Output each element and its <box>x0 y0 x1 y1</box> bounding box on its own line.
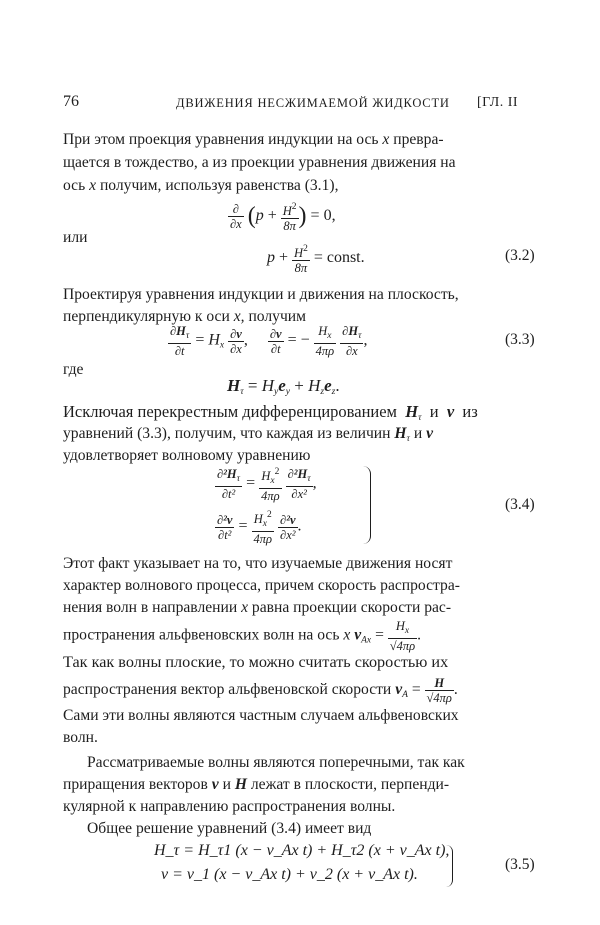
subscript: A <box>402 690 408 701</box>
para5-line2: распространения вектор альфвеновской скорости $v_A$ = $\frac{H}{√4\pi\rho}$ . <box>63 676 458 705</box>
subscript: x <box>219 340 225 351</box>
math-var: H <box>395 619 405 633</box>
equation-3-2 <box>267 242 365 275</box>
math-var: H <box>261 376 275 395</box>
denominator: ∂x <box>230 217 242 231</box>
operator: = <box>247 376 258 395</box>
equation-3-4-row2: $\frac{\text{∂²v}}{\text{∂t²}}$ = $\frac{H_x^2}{4\pi\rho}$ $\frac{\text{∂²v}}{\text{∂x²}}$ . <box>217 510 302 546</box>
operator: + <box>294 376 304 395</box>
math-var: v <box>446 402 455 421</box>
numerator <box>259 465 282 489</box>
subscript: x <box>262 519 268 529</box>
denominator: 4πρ <box>261 489 280 503</box>
fraction-dHt-dt <box>168 324 191 358</box>
para7-line1: Общее решение уравнений (3.4) имеет вид <box>87 820 372 837</box>
exponent: 2 <box>274 467 280 477</box>
exponent: 2 <box>267 510 272 520</box>
numerator <box>314 324 337 344</box>
text: и <box>413 425 423 442</box>
text: равна проекции скорости рас- <box>251 599 452 616</box>
para5-line1: Так как волны плоские, то можно считать скоростью их <box>63 653 449 671</box>
text: перпендикулярную к оси <box>63 308 230 325</box>
numerator <box>340 324 363 344</box>
equation-number-3-5: (3.5) <box>505 856 535 873</box>
fraction-hx2-4pirho <box>252 508 275 546</box>
para1-line1 <box>63 129 444 151</box>
math-var: H <box>405 402 419 421</box>
math-var: v <box>211 776 219 793</box>
equation-rhs: = const. <box>313 249 365 267</box>
numerator <box>292 242 310 261</box>
numerator <box>215 467 242 487</box>
denominator: 4πρ <box>253 532 273 546</box>
numerator: ∂ <box>228 202 244 217</box>
para3-line3: удовлетворяет волновому уравнению <box>63 447 311 464</box>
denominator: ∂x² <box>291 487 307 501</box>
para1-line3 <box>63 175 338 197</box>
text: пространения альфвеновских волн на ось <box>63 626 340 644</box>
punctuation: . <box>297 517 302 535</box>
fraction-d2v-dt2 <box>215 513 234 542</box>
subscript: τ <box>406 434 410 444</box>
numerator <box>388 619 417 639</box>
right-brace-3-5 <box>444 845 453 887</box>
math-var: H <box>394 425 407 442</box>
fraction-dv-dx <box>228 327 244 356</box>
text: и <box>429 402 439 421</box>
fraction-hx-sqrt <box>388 619 417 653</box>
text: приращения векторов <box>63 776 208 793</box>
denominator: ∂t <box>270 341 281 356</box>
equation-3-4-row1: $\frac{\partial^2H_\tau}{\text{∂t²}}$ = $\frac{H_x^2}{4\pi\rho}$ $\frac{\partial^2H_\tau}{\text{∂x²}}$ , <box>217 467 317 503</box>
math-var: H <box>294 246 304 260</box>
fraction-d2Ht-dt2 <box>215 467 242 501</box>
math-var: x <box>89 177 97 194</box>
subscript: τ <box>240 387 244 397</box>
text: получим, используя равенства (3.1), <box>99 177 339 194</box>
numerator <box>252 508 275 532</box>
para4-line3 <box>63 597 451 619</box>
numerator: H <box>425 676 454 691</box>
operator: + <box>267 207 277 225</box>
text: При этом проекция уравнения индукции на ось <box>63 131 379 148</box>
math-var: v <box>426 425 434 442</box>
chapter-label: [ГЛ. II <box>477 95 519 110</box>
word-where: где <box>63 361 84 378</box>
subscript: τ <box>358 331 362 341</box>
equation-h-tau <box>227 376 340 397</box>
denominator: ∂t² <box>221 487 236 501</box>
exponent: 2 <box>291 202 297 212</box>
para2-line1: Проектируя уравнения индукции и движения на плоскость, <box>63 286 459 303</box>
fraction-d-dx <box>228 202 244 231</box>
para5-line4: волн. <box>63 729 98 746</box>
text: лежат в плоскости, перпенди- <box>250 776 450 793</box>
numerator: ∂²v <box>217 512 233 527</box>
denominator: ∂t² <box>218 527 232 542</box>
para1-line2: щается в тождество, а из проекции уравнения движения на <box>63 154 456 171</box>
punctuation: , <box>312 474 317 492</box>
subscript: y <box>274 387 279 397</box>
math-var: x <box>241 599 249 616</box>
math-var: H <box>253 512 263 526</box>
para6-line1: Рассматриваемые волны являются поперечными, так как <box>87 754 465 771</box>
denominator: 8π <box>294 261 308 275</box>
math-var: x, <box>233 308 245 325</box>
numerator: ∂v <box>230 326 242 341</box>
math-var: ∂H <box>342 324 359 338</box>
text: получим <box>248 308 307 325</box>
para5-line3: Сами эти волны являются частным случаем альфвеновских <box>63 707 459 724</box>
math-var: H <box>208 331 220 349</box>
fraction-dHt-dx <box>340 324 363 358</box>
equation-number-3-3: (3.3) <box>505 331 535 348</box>
fraction-dv-dt <box>268 327 284 356</box>
subscript: τ <box>185 331 190 341</box>
para4-line1: Этот факт указывает на то, что изучаемые движения носят <box>63 555 453 572</box>
subscript: τ <box>307 474 311 484</box>
math-var: x <box>343 626 351 644</box>
operator: + <box>279 249 289 267</box>
denominator: ∂t <box>174 344 185 358</box>
math-var: v <box>395 681 403 699</box>
running-title: ДВИЖЕНИЯ НЕСЖИМАЕМОЙ ЖИДКОСТИ <box>176 96 450 110</box>
word-or: или <box>63 229 88 246</box>
denominator: ∂x² <box>280 527 296 542</box>
numerator <box>286 467 313 487</box>
math-var: x <box>382 131 390 148</box>
right-brace-3-4 <box>362 466 371 544</box>
punctuation: . <box>335 376 340 395</box>
math-var: ∂H <box>170 324 186 338</box>
text: нения волн в направлении <box>63 599 238 616</box>
subscript: τ <box>418 413 422 423</box>
math-var: e <box>278 376 286 395</box>
punctuation: . <box>417 626 422 644</box>
math-var: p <box>267 249 275 267</box>
denominator: 8π <box>283 219 296 233</box>
math-var: H <box>261 469 271 483</box>
denominator: 4πρ <box>315 344 335 358</box>
math-var: ∂²H <box>217 467 237 481</box>
math-var: H <box>234 776 247 793</box>
para4-line4: пространения альфвеновских волн на ось x $v_{Ax}$ = $\frac{H_x}{√4\pi\rho}$ . <box>63 619 422 653</box>
para6-line3: кулярной к направлению распространения волны. <box>63 798 396 815</box>
text: и <box>222 776 231 793</box>
math-var: H <box>282 204 292 218</box>
fraction-hx-4pirho <box>314 324 337 358</box>
text: превра- <box>393 131 444 148</box>
fraction-hx2-4pirho <box>259 465 282 503</box>
equation-rhs: = 0, <box>310 207 336 225</box>
math-var: e <box>324 376 332 395</box>
math-var: p <box>255 207 264 225</box>
subscript: x <box>327 331 332 341</box>
denominator: √4πρ <box>389 639 416 653</box>
fraction-h-sqrt <box>425 676 454 705</box>
subscript: z <box>331 387 336 397</box>
numerator <box>281 200 299 219</box>
exponent: 2 <box>303 244 308 254</box>
denominator: √4πρ <box>426 691 452 705</box>
denominator: ∂x <box>230 341 242 356</box>
subscript: y <box>285 387 290 397</box>
para4-line2: характер волнового процесса, причем скорость распростра- <box>63 577 460 594</box>
math-var: H <box>318 324 328 338</box>
fraction-h2-8pi <box>281 200 299 233</box>
subscript: Ax <box>361 635 372 646</box>
page-number: 76 <box>63 93 79 110</box>
math-var: H <box>227 376 241 395</box>
subscript: z <box>320 387 325 397</box>
equation-pressure-derivative: $\frac{\partial}{\partial x}$ (p + $\frac{H^2}{8\pi}$ ) = 0, <box>230 202 336 233</box>
equation-3-3: $\frac{\partial H_\tau}{\partial t}$ = $H_x$ $\frac{\partial v}{\partial x}$ , $\frac{\partial v}{\partial t}$ = − $\frac{H_x}{4\pi\rho}$ $\frac{\partial H_\tau}{\partial x}$ , <box>170 324 368 358</box>
math-var: v <box>354 626 362 644</box>
text: Исключая перекрестным дифференцированием <box>63 402 397 421</box>
math-var: ∂²H <box>287 467 308 481</box>
fraction-h2-8pi <box>292 242 310 275</box>
subscript: x <box>404 626 410 636</box>
equation-3-5-row2: v = v_1 (x − v_Ax t) + v_2 (x + v_Ax t). <box>161 866 418 883</box>
fraction-d2v-dx2 <box>278 513 297 542</box>
numerator <box>168 324 191 344</box>
equation-number-3-2: (3.2) <box>505 247 535 264</box>
subscript: τ <box>236 474 241 484</box>
math-var: H <box>308 376 321 395</box>
numerator: ∂v <box>269 326 282 341</box>
fraction-d2Ht-dx2 <box>286 467 313 501</box>
subscript: x <box>270 476 275 486</box>
equation-3-5-row1: H_τ = H_τ1 (x − v_Ax t) + H_τ2 (x + v_Ax t), <box>154 842 450 859</box>
denominator: ∂x <box>345 344 358 358</box>
equation-number-3-4: (3.4) <box>505 496 535 513</box>
para6-line2 <box>63 774 449 796</box>
text: из <box>462 402 478 421</box>
numerator: ∂²v <box>280 512 296 527</box>
text: уравнений (3.3), получим, что каждая из величин <box>63 425 391 442</box>
text: распространения вектор альфвеновской скорости <box>63 681 392 699</box>
text: ось <box>63 177 86 194</box>
punctuation: . <box>453 681 458 699</box>
